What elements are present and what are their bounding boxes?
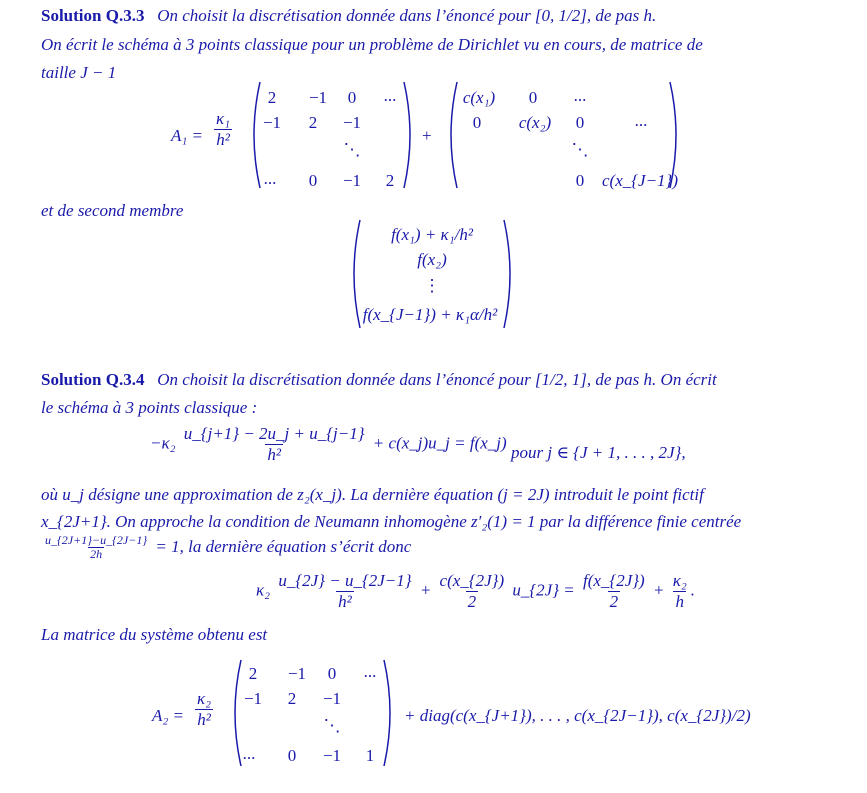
matk2-r1-c0: −1 — [243, 689, 263, 708]
rhs-left-paren — [346, 218, 362, 330]
matk2-r1-c2: −1 — [322, 689, 342, 708]
eq2-k: κ₂ — [256, 580, 271, 600]
a2-coef — [193, 690, 215, 729]
a1-coef — [212, 110, 234, 149]
matk2-left-paren — [227, 658, 243, 768]
eq2-plus: + — [419, 580, 432, 600]
matc-r0-c0: c(x₁) — [462, 88, 496, 107]
matc-r1-c1: c(x₂) — [518, 113, 552, 132]
matc-r0-c2: ... — [573, 86, 587, 105]
eq2-den2: 2 — [467, 591, 477, 611]
matc-r3-c1: c(x_{J−1}) — [601, 171, 679, 190]
a1-h2: h² — [216, 129, 230, 149]
rhs-r1: f(x₂) — [417, 250, 447, 269]
eq2-num3: f(x_{2J}) — [582, 571, 645, 590]
rhs-r3: f(x_{J−1}) + κ₁α/h² — [362, 305, 498, 324]
eq2-end: . — [690, 580, 696, 600]
q34-line1: On choisit la discrétisation donnée dans l’énoncé pour [1/2, 1], de pas h. On écrit — [157, 370, 717, 389]
matc-left-paren — [443, 80, 459, 190]
q34-intro — [41, 370, 717, 390]
q33-intro — [41, 6, 656, 26]
eq2-den3: 2 — [609, 591, 619, 611]
eq2-den4: h — [675, 591, 684, 611]
a2-diag: + diag(c(x_{J+1}), . . . , c(x_{2J−1}), c(x_{2J})/2) — [404, 706, 751, 725]
matk-r3-c1: 0 — [308, 171, 318, 190]
matk2-r3-c0: ... — [242, 744, 256, 763]
a2-lhs: A₂ = — [152, 706, 185, 725]
matc-r1-c3: ... — [634, 111, 648, 130]
matk2-r0-c0: 2 — [248, 664, 258, 683]
matk2-r3-c2: −1 — [322, 746, 342, 765]
second-membre-text: et de second membre — [41, 201, 184, 220]
matk-r0-c2: 0 — [347, 88, 357, 107]
matk-right-paren — [402, 80, 418, 190]
matk-r1-c0: −1 — [262, 113, 282, 132]
rhs-r2: ⋮ — [423, 276, 441, 295]
matk-r0-c1: −1 — [308, 88, 328, 107]
matk2-r0-c3: ... — [363, 662, 377, 681]
eq2-plus2: + — [652, 580, 665, 600]
q34-line2: le schéma à 3 points classique : — [41, 398, 258, 417]
q34-line6: La matrice du système obtenu est — [41, 625, 268, 644]
a1-plus: + — [422, 126, 432, 145]
line5-num: u_{2J+1}−u_{2J−1} — [45, 533, 148, 547]
matk-r0-c0: 2 — [267, 88, 277, 107]
line5-rest: = 1, la dernière équation s’écrit donc — [155, 536, 412, 556]
eq2-mid: u_{2J} = — [512, 580, 575, 600]
matk-r1-c2: −1 — [342, 113, 362, 132]
q34-line5 — [41, 534, 411, 562]
matk2-r3-c1: 0 — [287, 746, 297, 765]
eq1-cond: pour j ∈ {J + 1, . . . , 2J}, — [511, 443, 686, 462]
q33-label: Solution Q.3.3 — [41, 6, 145, 25]
eq2-num2: c(x_{2J}) — [439, 571, 505, 590]
matc-r2-dots: ⋱ — [571, 140, 589, 159]
matk-r3-c2: −1 — [342, 171, 362, 190]
eq1-post: + c(x_j)u_j = f(x_j) — [372, 433, 507, 453]
matk-r3-c0: ... — [263, 169, 277, 188]
q34-label: Solution Q.3.4 — [41, 370, 145, 389]
eq1-den: h² — [267, 444, 281, 464]
eq2 — [256, 572, 695, 611]
eq1-num: u_{j+1} − 2u_j + u_{j−1} — [183, 424, 365, 443]
matk2-r2-dots: ⋱ — [323, 716, 341, 735]
matc-r1-c2: 0 — [575, 113, 585, 132]
matk2-r3-c3: 1 — [365, 746, 375, 765]
rhs-r0: f(x₁) + κ₁/h² — [391, 225, 473, 244]
matk2-r0-c1: −1 — [287, 664, 307, 683]
a1-lhs: A₁ = — [171, 126, 204, 145]
matk-r3-c3: 2 — [385, 171, 395, 190]
matk-r2-dots: ⋱ — [343, 140, 361, 159]
q33-line3: taille J − 1 — [41, 63, 117, 82]
a1-kappa: κ₁ — [216, 109, 231, 128]
matc-r3-c0: 0 — [575, 171, 585, 190]
q33-line2: On écrit le schéma à 3 points classique pour un problème de Dirichlet vu en cours, de matrice de — [41, 35, 703, 54]
matk-left-paren — [246, 80, 262, 190]
matk-r1-c1: 2 — [308, 113, 318, 132]
eq2-num1: u_{2J} − u_{2J−1} — [278, 571, 412, 590]
eq1 — [150, 425, 507, 464]
matc-r0-c1: 0 — [528, 88, 538, 107]
a2-h2: h² — [197, 709, 211, 729]
matk2-r1-c1: 2 — [287, 689, 297, 708]
matk2-right-paren — [382, 658, 398, 768]
q34-line3: où u_j désigne une approximation de z₂(x_j). La dernière équation (j = 2J) introduit le point fictif — [41, 485, 704, 504]
eq2-den1: h² — [338, 591, 352, 611]
a2-kappa: κ₂ — [197, 689, 212, 708]
q34-line4: x_{2J+1}. On approche la condition de Neumann inhomogène z′₂(1) = 1 par la différence finie centrée — [41, 512, 742, 531]
matk-r0-c3: ... — [383, 86, 397, 105]
q33-line1: On choisit la discrétisation donnée dans l’énoncé pour [0, 1/2], de pas h. — [157, 6, 657, 25]
line5-den: 2h — [90, 547, 103, 562]
matc-r1-c0: 0 — [472, 113, 482, 132]
matk2-r0-c2: 0 — [327, 664, 337, 683]
eq1-pre: −κ₂ — [150, 433, 176, 453]
rhs-right-paren — [502, 218, 518, 330]
eq2-num4: κ₂ — [672, 571, 687, 590]
